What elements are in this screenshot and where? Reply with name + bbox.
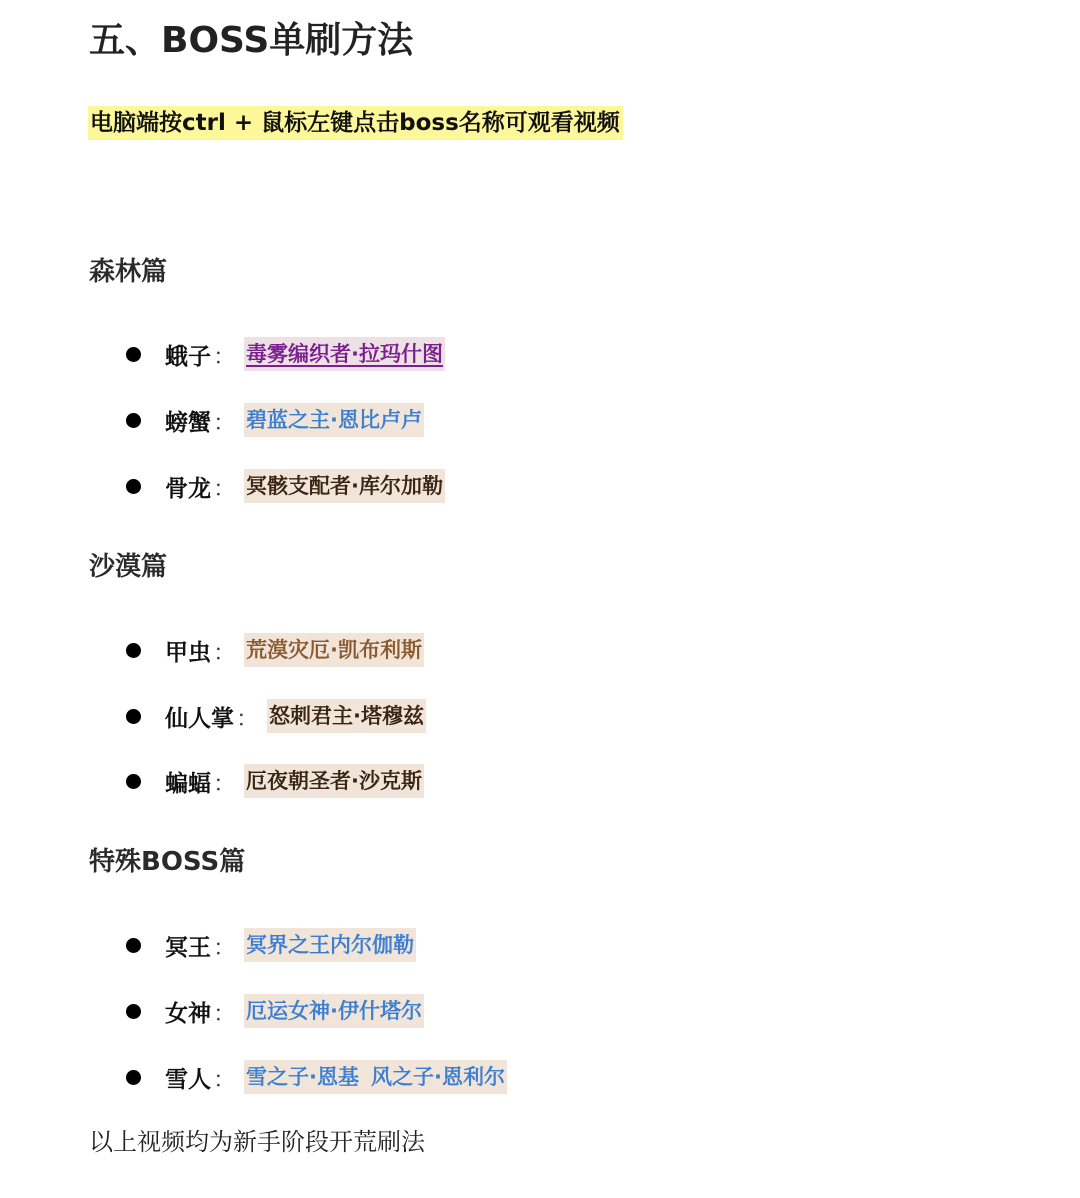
bullet-dot: [126, 938, 141, 953]
bullet-dot: [126, 709, 141, 724]
boss-video-link[interactable]: 碧蓝之主·恩比卢卢: [244, 403, 424, 437]
section-title-desert: 沙漠篇: [89, 552, 168, 582]
boss-type-label: 雪人: [165, 1066, 211, 1093]
list-item: [126, 761, 424, 801]
boss-video-link[interactable]: 怒刺君主·塔穆兹: [267, 699, 426, 733]
list-item: [126, 1057, 507, 1097]
boss-type-label: 蝙蝠: [165, 770, 211, 797]
colon: ：: [213, 770, 236, 797]
colon: ：: [213, 409, 236, 436]
list-item: [126, 925, 416, 965]
bullet-dot: [126, 1070, 141, 1085]
bullet-dot: [126, 774, 141, 789]
bullet-dot: [126, 479, 141, 494]
page-title: 五、BOSS单刷方法: [89, 20, 414, 61]
bullet-dot: [126, 413, 141, 428]
boss-type-label: 女神: [165, 1000, 211, 1027]
colon: ：: [236, 705, 259, 732]
boss-video-link[interactable]: 冥骸支配者·库尔加勒: [244, 469, 445, 503]
boss-video-link[interactable]: 厄运女神·伊什塔尔: [244, 994, 424, 1028]
colon: ：: [213, 1066, 236, 1093]
boss-video-link[interactable]: [244, 1060, 507, 1094]
bullet-dot: [126, 643, 141, 658]
colon: ：: [213, 343, 236, 370]
list-item: [126, 400, 424, 440]
list-item: [126, 696, 426, 736]
boss-video-link[interactable]: 毒雾编织者·拉玛什图: [244, 337, 445, 371]
bullet-dot: [126, 347, 141, 362]
boss-type-label: 冥王: [165, 934, 211, 961]
colon: ：: [213, 934, 236, 961]
boss-type-label: 骨龙: [165, 475, 211, 502]
section-title-special: 特殊BOSS篇: [89, 847, 246, 877]
boss-name[interactable]: 雪之子·恩基: [246, 1065, 359, 1089]
list-item: [126, 630, 424, 670]
boss-type-label: 螃蟹: [165, 409, 211, 436]
section-title-forest: 森林篇: [89, 257, 168, 287]
list-item: [126, 334, 445, 374]
colon: ：: [213, 1000, 236, 1027]
list-item: [126, 466, 445, 506]
colon: ：: [213, 475, 236, 502]
boss-name[interactable]: 风之子·恩利尔: [370, 1065, 505, 1089]
boss-video-link[interactable]: 厄夜朝圣者·沙克斯: [244, 764, 424, 798]
notice-highlight: 电脑端按ctrl + 鼠标左键点击boss名称可观看视频: [88, 106, 623, 140]
footer-note: 以上视频均为新手阶段开荒刷法: [89, 1128, 425, 1156]
colon: ：: [213, 639, 236, 666]
boss-video-link[interactable]: 荒漠灾厄·凯布利斯: [244, 633, 424, 667]
boss-type-label: 甲虫: [165, 639, 211, 666]
boss-type-label: 蛾子: [165, 343, 211, 370]
boss-video-link[interactable]: 冥界之王内尔伽勒: [244, 928, 416, 962]
list-item: [126, 991, 424, 1031]
boss-type-label: 仙人掌: [165, 705, 234, 732]
bullet-dot: [126, 1004, 141, 1019]
